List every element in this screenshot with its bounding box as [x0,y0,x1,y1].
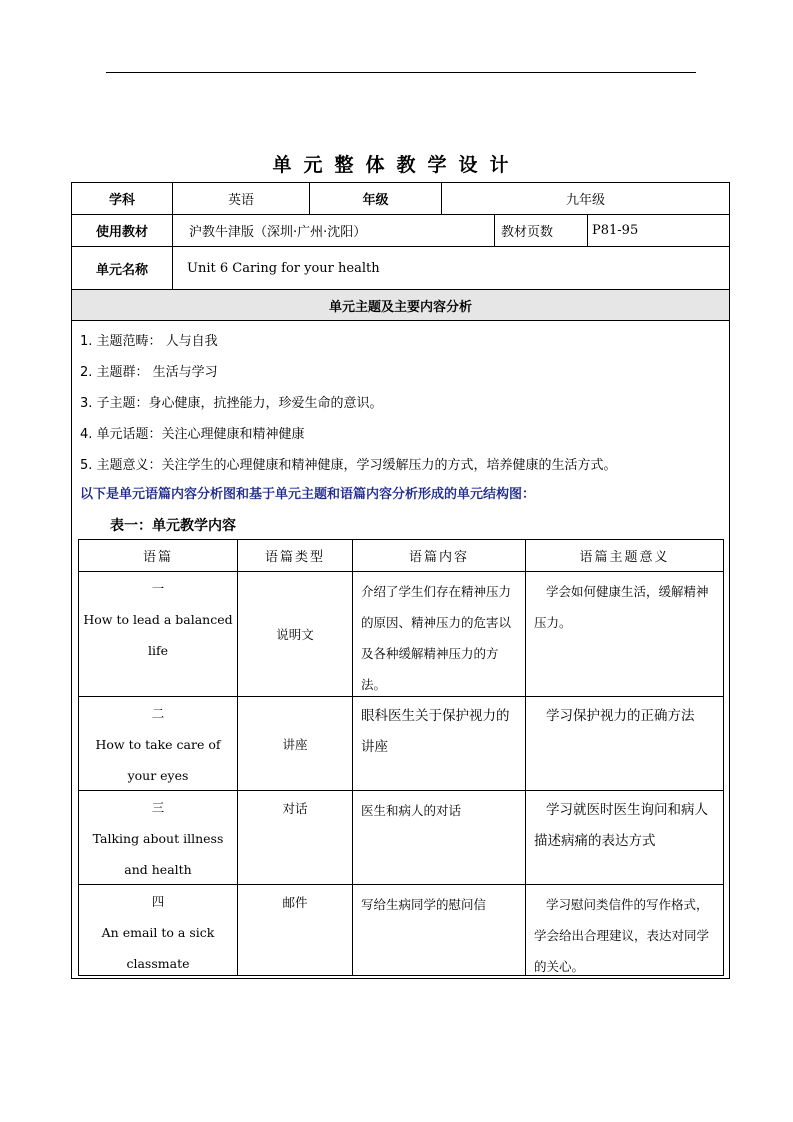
subject-value: 英语 [172,183,309,214]
passage-title-line2: life [147,643,169,658]
unit-label: 单元名称 [72,246,172,289]
analysis-item-5: 5. 主题意义：关注学生的心理健康和精神健康，学习缓解压力的方式，培养健康的生活方式。 [80,458,617,473]
pages-value: P81-95 [587,214,729,246]
passage-type: 讲座 [237,696,352,790]
analysis-item-4: 4. 单元话题：关注心理健康和精神健康 [80,427,305,442]
analysis-item-2: 2. 主题群： 生活与学习 [80,365,218,380]
passage-content: 医生和病人的对话 [352,790,525,884]
grade-value: 九年级 [441,183,729,214]
passage-number: 四 [151,894,165,909]
passage-type: 对话 [237,790,352,884]
passage-number: 一 [151,581,165,596]
passage-meaning-text: 学习保护视力的正确方法 [546,708,695,724]
passage-meaning [525,790,723,884]
passage-content: 写给生病同学的慰问信 [352,884,525,975]
textbook-label: 使用教材 [72,214,172,246]
header-content: 语篇内容 [352,540,525,571]
passage-title-line2: your eyes [127,768,189,783]
table-row [79,884,237,975]
design-table [71,182,730,979]
passage-type: 说明文 [237,571,352,696]
passage-title-line2: classmate [126,956,190,971]
textbook-value: 沪教牛津版（深圳·广州·沈阳） [172,214,494,246]
passage-meaning-text: 学会如何健康生活，缓解精神压力。 [534,584,709,630]
passage-meaning-text: 学习就医时医生询问和病人描述病痛的表达方式 [534,802,708,849]
passage-title-line2: and health [124,862,192,877]
grade-label: 年级 [309,183,441,214]
table-row [79,696,237,790]
table-caption: 表一：单元教学内容 [110,518,236,534]
content-table [78,539,724,976]
header-rule [106,72,696,73]
analysis-intro: 以下是单元语篇内容分析图和基于单元主题和语篇内容分析形成的单元结构图： [80,487,536,502]
analysis-item-1: 1. 主题范畴： 人与自我 [80,334,218,349]
passage-title-line1: Talking about illness [92,831,224,846]
header-passage: 语篇 [142,550,173,565]
passage-title-line1: How to lead a balanced [83,612,233,627]
passage-meaning-text: 学习慰问类信件的写作格式，学会给出合理建议，表达对同学的关心。 [534,897,710,974]
passage-meaning [525,884,723,975]
passage-type: 邮件 [237,884,352,975]
passage-content: 眼科医生关于保护视力的讲座 [352,696,525,790]
passage-number: 三 [151,800,165,815]
passage-number: 二 [151,706,165,721]
analysis-heading: 单元主题及主要内容分析 [72,289,729,321]
unit-value: Unit 6 Caring for your health [172,246,729,289]
passage-content: 介绍了学生们存在精神压力的原因、精神压力的危害以及各种缓解精神压力的方法。 [352,571,525,696]
header-type: 语篇类型 [237,540,352,571]
passage-title-line1: An email to a sick [101,925,215,940]
passage-meaning [525,696,723,790]
header-meaning: 语篇主题意义 [525,540,723,571]
pages-label: 教材页数 [494,214,587,246]
analysis-item-3: 3. 子主题：身心健康，抗挫能力，珍爱生命的意识。 [80,396,383,411]
table-row [79,571,237,696]
passage-title-line1: How to take care of [95,737,221,752]
passage-meaning [525,571,723,696]
page-title: 单元整体教学设计 [272,154,521,176]
table-row [79,790,237,884]
subject-label: 学科 [108,193,135,208]
